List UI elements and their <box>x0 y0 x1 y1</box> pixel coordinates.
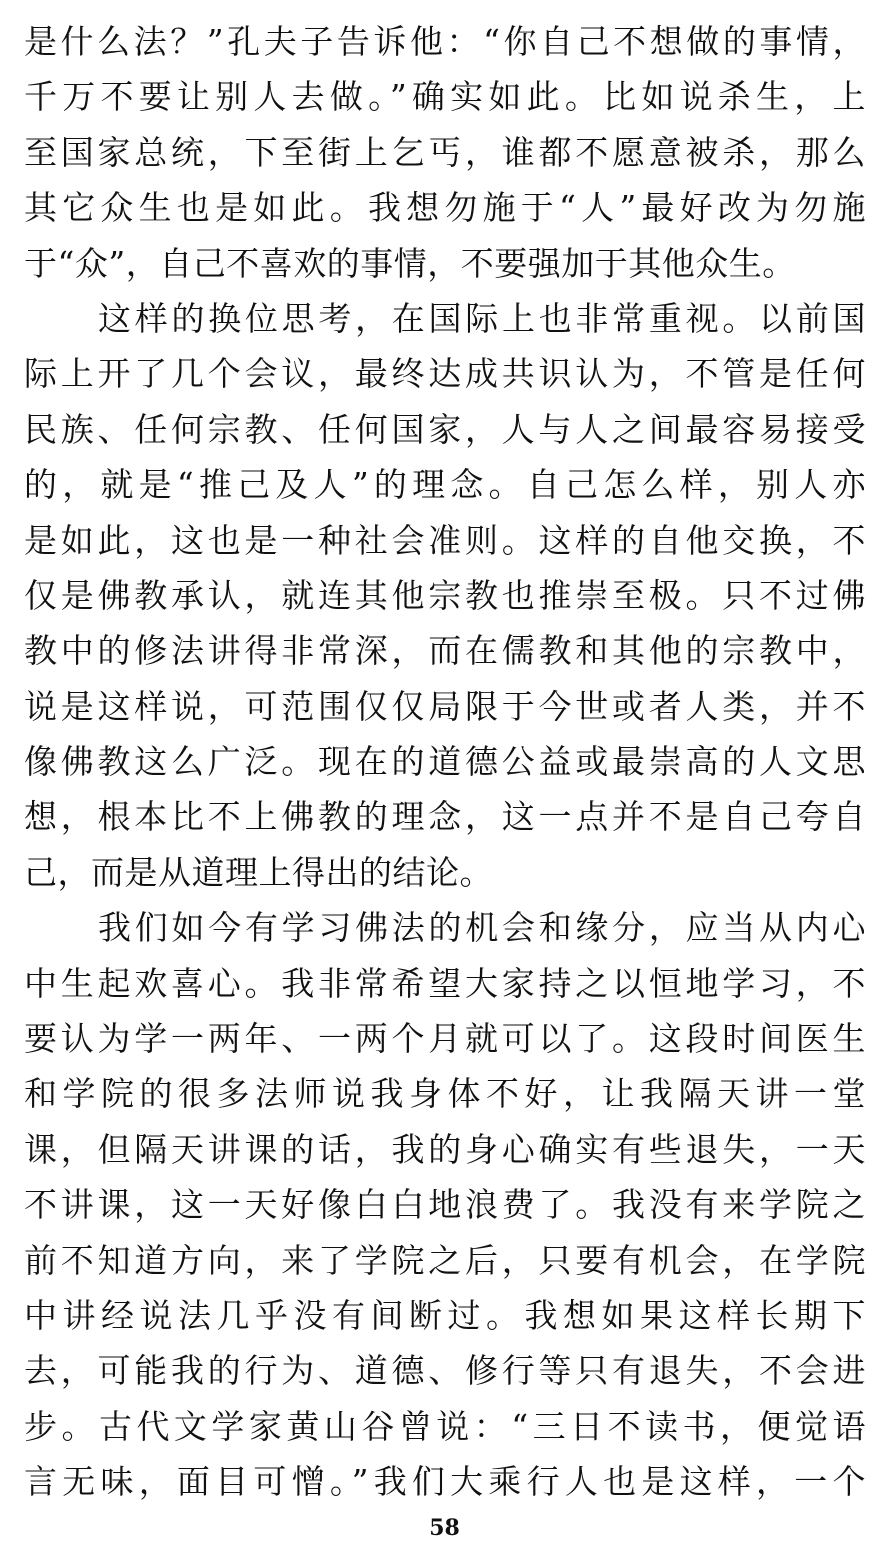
text-line: 是什么法？”孔夫子告诉他：“你自己不想做的事情， <box>24 22 866 61</box>
page-number: 58 <box>429 1515 460 1541</box>
text-line: 步。古代文学家黄山谷曾说：“三日不读书，便觉语 <box>24 1406 866 1446</box>
text-line: 不讲课，这一天好像白白地浪费了。我没有来学院之 <box>24 1185 866 1225</box>
text-line: 去，可能我的行为、道德、修行等只有退失，不会进 <box>24 1351 866 1391</box>
text-line: 是如此，这也是一种社会准则。这样的自他交换，不 <box>24 520 866 560</box>
paragraph-end-line: 己，而是从道理上得出的结论。 <box>24 852 493 892</box>
text-line: 像佛教这么广泛。现在的道德公益或最崇高的人文思 <box>24 742 866 782</box>
paragraph-start-line: 我们如今有学习佛法的机会和缘分，应当从内心 <box>98 908 866 948</box>
text-line: 中生起欢喜心。我非常希望大家持之以恒地学习，不 <box>24 963 866 1003</box>
text-line: 前不知道方向，来了学院之后，只要有机会，在学院 <box>24 1240 866 1280</box>
text-line: 于“众”，自己不喜欢的事情，不要强加于其他众生。 <box>24 243 796 283</box>
text-line: 课，但隔天讲课的话，我的身心确实有些退失，一天 <box>24 1129 866 1169</box>
text-line: 和学院的很多法师说我身体不好，让我隔天讲一堂 <box>24 1074 866 1114</box>
text-line: 的，就是“推己及人”的理念。自己怎么样，别人亦 <box>24 465 866 505</box>
text-line: 想，根本比不上佛教的理念，这一点并不是自己夸自 <box>24 797 866 837</box>
text-line: 教中的修法讲得非常深，而在儒教和其他的宗教中， <box>24 631 866 671</box>
text-line: 要认为学一两年、一两个月就可以了。这段时间医生 <box>24 1019 866 1059</box>
text-line: 言无味，面目可憎。”我们大乘行人也是这样，一个 <box>24 1462 866 1502</box>
text-line: 中讲经说法几乎没有间断过。我想如果这样长期下 <box>24 1295 866 1335</box>
text-line: 民族、任何宗教、任何国家，人与人之间最容易接受 <box>24 409 866 449</box>
text-line: 其它众生也是如此。我想勿施于“人”最好改为勿施 <box>24 188 866 228</box>
text-line: 说是这样说，可范围仅仅局限于今世或者人类，并不 <box>24 686 866 726</box>
body-text <box>24 14 866 1510</box>
text-line: 千万不要让别人去做。”确实如此。比如说杀生，上 <box>24 77 866 117</box>
text-line: 际上开了几个会议，最终达成共识认为，不管是任何 <box>24 354 866 394</box>
paragraph-start-line: 这样的换位思考，在国际上也非常重视。以前国 <box>98 298 866 338</box>
text-line: 仅是佛教承认，就连其他宗教也推崇至极。只不过佛 <box>24 575 866 615</box>
text-line: 至国家总统，下至街上乞丐，谁都不愿意被杀，那么 <box>24 132 866 172</box>
